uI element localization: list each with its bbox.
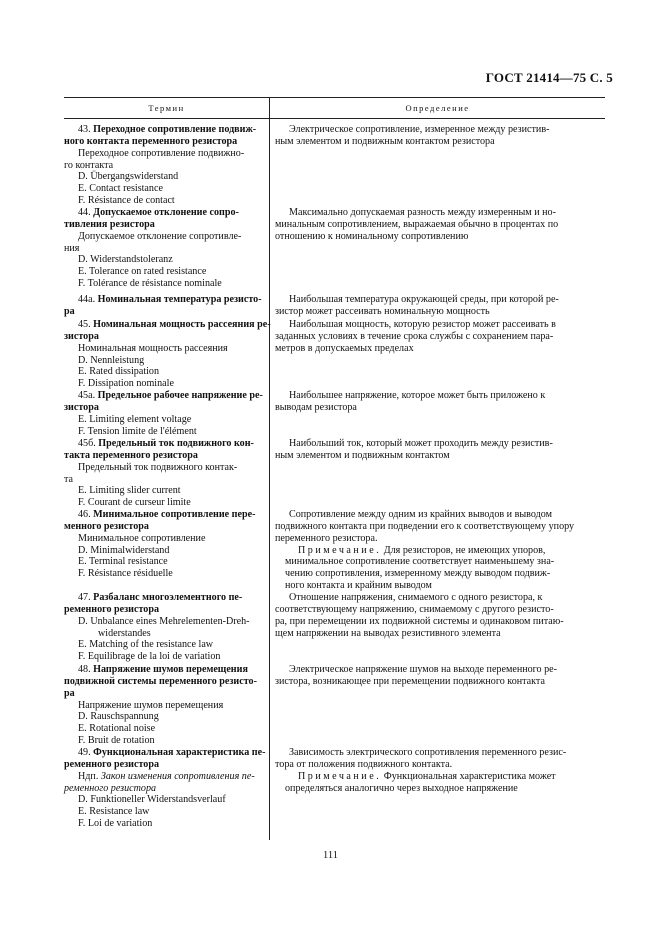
term-synonym: Переходное сопротивление подвижно- bbox=[78, 147, 245, 159]
term-synonym: Допускаемое отклонение сопротивле- bbox=[78, 230, 242, 242]
term-title: такта переменного резистора bbox=[64, 449, 198, 461]
term-de: D. Unbalance eines Mehrelementen-Dreh- bbox=[78, 615, 250, 627]
term-entry-44a bbox=[64, 294, 265, 318]
table-header bbox=[64, 97, 605, 119]
term-de: D. Rauschspannung bbox=[78, 711, 159, 723]
term-title: 43. Переходное сопротивление подвиж- bbox=[78, 124, 257, 135]
term-entry-44 bbox=[64, 207, 265, 290]
term-title: ного контакта переменного резистора bbox=[64, 135, 238, 147]
definition-48: Электрическое напряжение шумов на выходе переменного ре- зистора, возникающее при перемещении подвижного контакта bbox=[275, 664, 558, 687]
term-fr: F. Bruit de rotation bbox=[78, 735, 155, 747]
term-entry-46 bbox=[64, 509, 265, 580]
term-title: 48. Напряжение шумов перемещения bbox=[78, 664, 248, 675]
definition-44: Максимально допускаемая разность между измеренным и но- минальным сопротивлением, выражаемая обычно в процентах по отношению к номинальному сопротивлению bbox=[275, 207, 559, 242]
term-en: E. Rotational noise bbox=[78, 723, 156, 735]
definition-47: Отношение напряжения, снимаемого с одного резистора, к соответствующему напряжению, снимаемому с другого резисто- ра, при перемещении их подвижной системы и одинаковом питаю- щем напряжении на выводах резистивного элемента bbox=[275, 592, 564, 639]
term-title: 46. Минимальное сопротивление пере- bbox=[78, 509, 256, 520]
term-fr: F. Tension limite de l'élément bbox=[78, 425, 197, 437]
term-deprecated: Ндп. Закон изменения сопротивления пе- bbox=[78, 770, 255, 782]
term-entry-49 bbox=[64, 747, 265, 830]
definition-43: Электрическое сопротивление, измеренное между резистив- ным элементом и подвижным контактом резистора bbox=[275, 124, 550, 147]
term-en: E. Terminal resistance bbox=[78, 556, 168, 568]
document-header: ГОСТ 21414—75 С. 5 bbox=[485, 70, 613, 85]
term-en: E. Matching of the resistance law bbox=[78, 639, 214, 651]
term-fr: F. Courant de curseur limite bbox=[78, 497, 191, 509]
term-fr: F. Tolérance de résistance nominale bbox=[78, 278, 222, 290]
term-synonym: го контакта bbox=[64, 159, 114, 171]
term-de: D. Widerstandstoleranz bbox=[78, 254, 173, 266]
term-title: 44. Допускаемое отклонение сопро- bbox=[78, 207, 239, 218]
term-synonym: Номинальная мощность рассеяния bbox=[78, 342, 228, 354]
term-entry-45b bbox=[64, 438, 265, 509]
term-entry-45a bbox=[64, 390, 265, 437]
term-entry-47 bbox=[64, 592, 265, 663]
definition-45b: Наибольший ток, который может проходить между резистив- ным элементом и подвижным контактом bbox=[275, 438, 553, 461]
note: Примечание. Для резисторов, не имеющих упоров, bbox=[298, 544, 546, 556]
term-de: D. Übergangswiderstand bbox=[78, 171, 179, 183]
term-synonym: Минимальное сопротивление bbox=[78, 532, 206, 544]
definition-45a: Наибольшее напряжение, которое может быть приложено к выводам резистора bbox=[275, 390, 546, 413]
definition-46: Сопротивление между одним из крайних выводов и выводом подвижного контакта при подведении его к соответствующему упору переменного резистора. Примечание. Для резисторов, не имеющих упоров, минимальное сопротивление соответствует наименьшему зна- чению сопротивления, измеренному между выводом подвиж- ного контакта и крайним выводом bbox=[275, 509, 599, 592]
definition-44a: Наибольшая температура окружающей среды, при которой ре- зистор может рассеивать номинальную мощность bbox=[275, 294, 559, 317]
term-de: D. Funktioneller Widerstandsverlauf bbox=[78, 794, 226, 806]
definition-49: Зависимость электрического сопротивления переменного резис- тора от положения подвижного контакта. Примечание. Функциональная характеристика может определяться аналогично через выходное напряжение bbox=[275, 747, 599, 794]
definition-45: Наибольшая мощность, которую резистор может рассеивать в заданных условиях в течение срока службы с сохранением пара- метров в допускаемых пределах bbox=[275, 319, 556, 354]
term-en: E. Resistance law bbox=[78, 806, 150, 818]
term-title: зистора bbox=[64, 330, 99, 342]
term-synonym: та bbox=[64, 473, 74, 485]
term-title: 44а. Номинальная температура резисто- bbox=[78, 294, 262, 305]
term-synonym: Напряжение шумов перемещения bbox=[78, 699, 224, 711]
term-en: E. Rated dissipation bbox=[78, 366, 160, 378]
term-en: E. Contact resistance bbox=[78, 183, 163, 195]
term-fr: F. Dissipation nominale bbox=[78, 378, 174, 390]
term-title: зистора bbox=[64, 401, 99, 413]
term-fr: F. Résistance de contact bbox=[78, 195, 175, 207]
term-title: ра bbox=[64, 305, 75, 317]
term-title: ременного резистора bbox=[64, 758, 160, 770]
term-entry-48 bbox=[64, 664, 265, 747]
term-deprecated: ременного резистора bbox=[64, 782, 157, 794]
term-title: ра bbox=[64, 687, 75, 699]
term-en: E. Limiting slider current bbox=[78, 485, 181, 497]
column-header-definition: Определение bbox=[405, 103, 470, 113]
term-entry-43 bbox=[64, 124, 265, 207]
term-en: E. Limiting element voltage bbox=[78, 413, 192, 425]
term-de: D. Nennleistung bbox=[78, 354, 145, 366]
term-title: 45б. Предельный ток подвижного кон- bbox=[78, 438, 254, 449]
term-title: 45. Номинальная мощность рассеяния ре- bbox=[78, 319, 271, 330]
term-de: widerstandes bbox=[98, 627, 151, 639]
term-title: подвижной системы переменного резисто- bbox=[64, 675, 257, 687]
term-title: 47. Разбаланс многоэлементного пе- bbox=[78, 592, 243, 603]
term-entry-45 bbox=[64, 319, 271, 390]
term-fr: F. Equilibrage de la loi de variation bbox=[78, 651, 221, 663]
term-title: ременного резистора bbox=[64, 603, 160, 615]
note: Примечание. Функциональная характеристика может bbox=[298, 770, 556, 782]
term-title: 49. Функциональная характеристика пе- bbox=[78, 747, 266, 758]
term-synonym: Предельный ток подвижного контак- bbox=[78, 461, 238, 473]
column-divider bbox=[269, 117, 270, 840]
term-fr: F. Loi de variation bbox=[78, 818, 153, 830]
term-en: E. Tolerance on rated resistance bbox=[78, 266, 207, 278]
term-fr: F. Résistance résiduelle bbox=[78, 568, 173, 580]
column-header-term: Термин bbox=[64, 98, 270, 118]
term-de: D. Minimalwiderstand bbox=[78, 544, 170, 556]
term-title: 45а. Предельное рабочее напряжение ре- bbox=[78, 390, 263, 401]
term-title: тивления резистора bbox=[64, 218, 155, 230]
term-synonym: ния bbox=[64, 242, 80, 254]
term-title: менного резистора bbox=[64, 520, 149, 532]
page-number: 111 bbox=[323, 850, 338, 861]
